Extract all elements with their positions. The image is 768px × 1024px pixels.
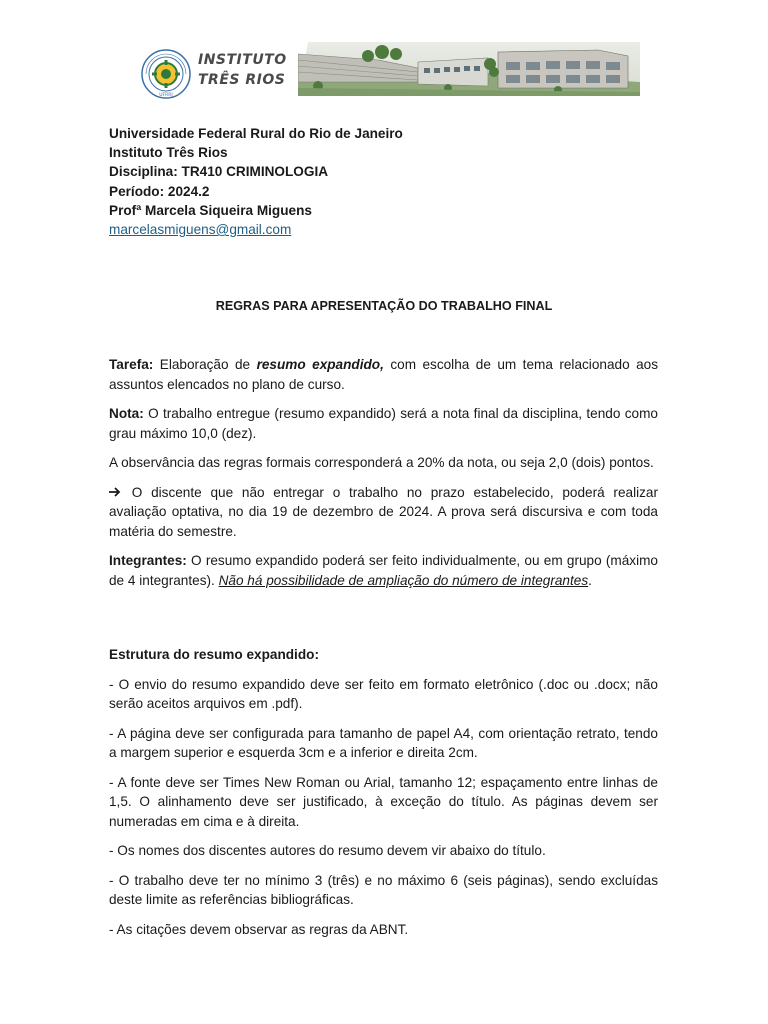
- grade-paragraph: [109, 404, 658, 443]
- task-label: Tarefa:: [109, 357, 154, 372]
- rules-section: [109, 355, 658, 600]
- structure-section: [109, 645, 658, 949]
- task-emphasis: resumo expandido,: [256, 357, 384, 372]
- professor: Profª Marcela Siqueira Miguens: [109, 202, 312, 218]
- structure-heading: Estrutura do resumo expandido:: [109, 647, 319, 662]
- discipline: Disciplina: TR410 CRIMINOLOGIA: [109, 164, 329, 180]
- task-paragraph: [109, 355, 658, 394]
- members-text: O resumo expandido poderá ser feito individualmente, ou em grupo (máximo de 4 integrantes).: [109, 553, 658, 588]
- university-name: Universidade Federal Rural do Rio de Janeiro: [109, 126, 403, 141]
- period: Período: 2024.2: [109, 183, 210, 199]
- university-seal-icon: [140, 48, 192, 100]
- members-emphasis: Não há possibilidade de ampliação do número de integrantes: [218, 572, 589, 588]
- formal-rules-paragraph: A observância das regras formais corresponderá a 20% da nota, ou seja 2,0 (dois) pontos.: [109, 455, 654, 470]
- structure-item: - As citações devem observar as regras da ABNT.: [109, 921, 409, 937]
- members-paragraph: [109, 551, 658, 590]
- structure-item: - O envio do resumo expandido deve ser feito em formato eletrônico (.doc ou .docx; não serão aceitos arquivos em .pdf).: [109, 676, 658, 711]
- seal-caption: UFRRJ: [159, 93, 173, 98]
- structure-item: - A fonte deve ser Times New Roman ou Arial, tamanho 12; espaçamento entre linhas de 1,5. O alinhamento deve ser justificado, à exceção do título. As páginas devem ser numeradas em cima e à direita.: [109, 774, 658, 829]
- course-header: [109, 124, 403, 239]
- structure-item: - A página deve ser configurada para tamanho de papel A4, com orientação retrato, tendo a margem superior e esquerda 3cm e a inferior e direita 2cm.: [109, 725, 658, 760]
- members-end: .: [588, 572, 592, 588]
- institute-logo: [140, 44, 287, 100]
- task-text-a: Elaboração de: [153, 357, 257, 372]
- grade-text: O trabalho entregue (resumo expandido) será a nota final da disciplina, tendo como grau máximo 10,0 (dez).: [109, 406, 658, 441]
- members-label: Integrantes:: [109, 553, 187, 568]
- email-link[interactable]: marcelasmiguens@gmail.com: [109, 222, 292, 238]
- late-note-paragraph: [109, 483, 658, 542]
- logo-line-2: TRÊS RIOS: [198, 72, 286, 88]
- structure-item: - Os nomes dos discentes autores do resumo devem vir abaixo do título.: [109, 843, 546, 858]
- grade-label: Nota:: [109, 406, 144, 421]
- campus-building-illustration: [298, 42, 640, 96]
- logo-line-1: INSTITUTO: [198, 52, 287, 68]
- logo-wordmark: [198, 52, 287, 88]
- document-title: REGRAS PARA APRESENTAÇÃO DO TRABALHO FINAL: [215, 299, 553, 313]
- task-text-b: com escolha de um tema relacionado aos assuntos elencados no plano de curso.: [109, 357, 658, 392]
- structure-item: - O trabalho deve ter no mínimo 3 (três) e no máximo 6 (seis páginas), sendo excluídas deste limite as referências bibliográficas.: [109, 872, 658, 907]
- arrow-right-icon: [109, 483, 123, 503]
- late-note-text: O discente que não entregar o trabalho no prazo estabelecido, poderá realizar avaliação optativa, no dia 19 de dezembro de 2024. A prova será discursiva e com toda matéria do semestre.: [109, 484, 658, 539]
- institute-name: Instituto Três Rios: [109, 145, 228, 161]
